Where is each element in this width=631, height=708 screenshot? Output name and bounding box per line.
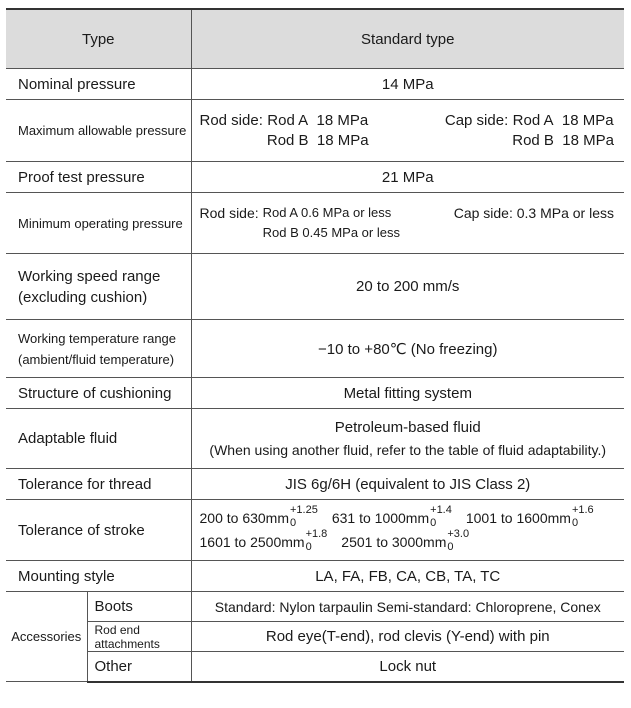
stroke-item: 1001 to 1600mm +1.6 0 <box>465 504 594 529</box>
row-min-operating-pressure <box>6 193 624 254</box>
header-type: Type <box>6 9 191 69</box>
nominal-pressure-label: Nominal pressure <box>6 69 191 100</box>
max-allowable-label: Maximum allowable pressure <box>6 100 191 162</box>
stroke-item: 2501 to 3000mm +3.0 0 <box>341 528 470 553</box>
row-accessories-rod-end <box>6 622 624 652</box>
thread-tolerance-value: JIS 6g/6H (equivalent to JIS Class 2) <box>191 469 624 500</box>
row-cushioning <box>6 378 624 409</box>
stroke-tolerance-value <box>191 500 624 561</box>
stroke-item: 631 to 1000mm +1.4 0 <box>331 504 452 529</box>
nominal-pressure-value: 14 MPa <box>191 69 624 100</box>
working-speed-value: 20 to 200 mm/s <box>191 254 624 320</box>
working-speed-label: Working speed range (excluding cushion) <box>6 254 191 320</box>
adaptable-fluid-value: Petroleum-based fluid (When using another fluid, refer to the table of fluid adaptability.) <box>191 409 624 469</box>
header-row <box>6 9 624 69</box>
row-accessories-other <box>6 652 624 682</box>
working-temp-value: −10 to +80℃ (No freezing) <box>191 320 624 378</box>
proof-pressure-label: Proof test pressure <box>6 162 191 193</box>
row-working-speed <box>6 254 624 320</box>
max-rod-side: Rod side: Rod A 18 MPa Rod B 18 MPa <box>199 111 369 149</box>
stroke-item: 200 to 630mm +1.25 0 <box>199 504 318 529</box>
min-operating-value: Rod side: Rod A 0.6 MPa or less Rod B 0.45 MPa or less Cap side: 0.3 MPa or less <box>191 193 624 254</box>
cushioning-value: Metal fitting system <box>191 378 624 409</box>
row-working-temperature <box>6 320 624 378</box>
row-max-allowable-pressure <box>6 100 624 162</box>
spec-table <box>6 8 624 683</box>
other-label: Other <box>87 652 191 682</box>
stroke-tolerance-label: Tolerance of stroke <box>6 500 191 561</box>
stroke-item: 1601 to 2500mm +1.8 0 <box>199 528 328 553</box>
boots-label: Boots <box>87 592 191 622</box>
row-proof-pressure <box>6 162 624 193</box>
row-stroke-tolerance <box>6 500 624 561</box>
boots-value: Standard: Nylon tarpaulin Semi-standard: Chloroprene, Conex <box>191 592 624 622</box>
adaptable-fluid-label: Adaptable fluid <box>6 409 191 469</box>
row-thread-tolerance <box>6 469 624 500</box>
mounting-style-label: Mounting style <box>6 561 191 592</box>
row-adaptable-fluid <box>6 409 624 469</box>
thread-tolerance-label: Tolerance for thread <box>6 469 191 500</box>
cushioning-label: Structure of cushioning <box>6 378 191 409</box>
row-mounting-style <box>6 561 624 592</box>
min-operating-label: Minimum operating pressure <box>6 193 191 254</box>
mounting-style-value: LA, FA, FB, CA, CB, TA, TC <box>191 561 624 592</box>
rod-end-label: Rod end attachments <box>87 622 191 652</box>
max-cap-side: Cap side: Rod A 18 MPa Rod B 18 MPa <box>444 111 614 149</box>
header-standard-type: Standard type <box>191 9 624 69</box>
proof-pressure-value: 21 MPa <box>191 162 624 193</box>
working-temp-label: Working temperature range (ambient/fluid temperature) <box>6 320 191 378</box>
max-allowable-value <box>191 100 624 162</box>
min-operating-cap-side: Cap side: 0.3 MPa or less <box>453 205 614 221</box>
other-value: Lock nut <box>191 652 624 682</box>
rod-end-value: Rod eye(T-end), rod clevis (Y-end) with pin <box>191 622 624 652</box>
accessories-label: Accessories <box>6 592 87 682</box>
row-nominal-pressure <box>6 69 624 100</box>
row-accessories-boots <box>6 592 624 622</box>
